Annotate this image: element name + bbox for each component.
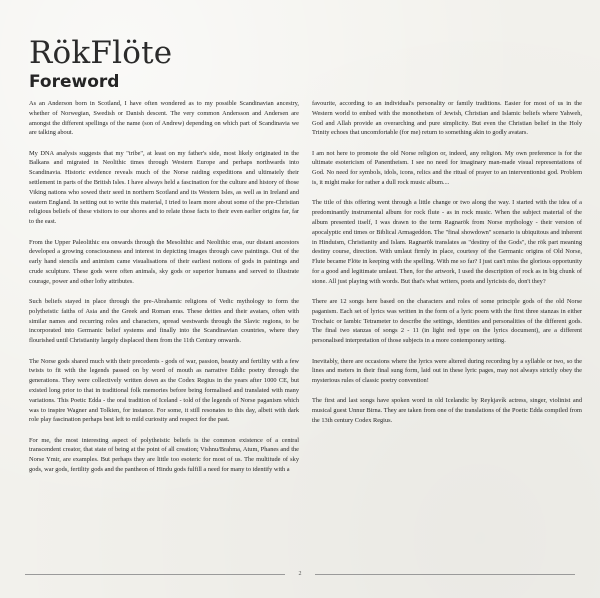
paragraph: From the Upper Paleolithic era onwards through the Mesolithic and Neolithic eras, our distant ancestors developed a growing consciousness and interest in depicting images through cave paintings. Out of the early hand stencils and animism came visualisations of their earliest notions of gods in paintings and crude sculpture. These gods were often animals, sky gods or superior humans and served to illustrate courage, power and other lofty attributes. — [29, 238, 299, 285]
paragraph: As an Anderson born in Scotland, I have often wondered as to my possible Scandinavian ancestry, whether of Norwegian, Swedish or Danish descent. The very common Andersson and Andersen are amongst the different spellings of the name (son of Andrew) depending on which part of Scandinavia we are talking about. — [29, 100, 299, 137]
left-column — [29, 99, 299, 485]
page-number: 2 — [298, 571, 302, 577]
paragraph: Such beliefs stayed in place through the pre-Abrahamic religions of Vedic mythology to form the polytheistic faiths of Asia and the Greek and Roman eras. These deities and their avatars, often with similar names and recurring roles and characters, spread westwards through the Slavic regions, to be incorporated into Germanic belief systems and finally into the Scandinavian countries, where they flourished until Christianity largely displaced them from the 11th Century onwards. — [29, 298, 299, 345]
paragraph: The title of this offering went through a little change or two along the way. I started with the idea of a predominantly instrumental album for rock flute - as in rock music. When the subject material of the album presented itself, I was drawn to the term Ragnarök from Norse mythology - their version of apocalyptic end times or Biblical Armageddon. The "final showdown" scenario is ubiquitous and inherent in Hinduism, Christianity and Islam. Ragnarök translates as "destiny of the Gods", the rök part meaning destiny course, direction. With umlaut firmly in place, courtesy of the Germanic origins of Old Norse, Flute became Flöte in keeping with the spelling. With me so far? I just can't miss the glorious opportunity for a good and legitimate umlaut. Then, for the artwork, I used the description of rock as in big chunk of stone. All just playing with words. But that's what writers, poets and lyricists do, don't they? — [312, 199, 582, 285]
section-heading: Foreword — [29, 72, 120, 92]
paragraph: I am not here to promote the old Norse religion or, indeed, any religion. My own preference is for the ultimate esotericism of Panentheism. I see no need for imaginary man-made visual representations of God. No need for symbols, idols, icons, relics and the ritual of prayer to an interventionist god. Problem is, it might make for rather a dull rock music album.... — [312, 149, 582, 187]
paragraph: favourite, according to an individual's personality or family traditions. Easier for most of us in the Western world to embed with the monotheism of Jewish, Christian and Islamic beliefs where Yahweh, God and Allah provide an overarching and pure simplicity. But even the Christian belief in the Holy Trinity echoes that uncomfortable (for me) return to something akin to godly avatars. — [312, 100, 582, 137]
paragraph: For me, the most interesting aspect of polytheistic beliefs is the common existence of a central transcendent creator, that state of being at the point of all creation; Vishnu/Brahma, Atum, Phanes and the Norse Ymir, are examples. But perhaps they are little too esoteric for most of us. The multitude of sky gods, war gods, fertility gods and the pantheon of Hindu gods fulfill a need for many to identify with a — [29, 436, 299, 473]
right-column — [312, 99, 582, 436]
paragraph: My DNA analysis suggests that my "tribe", at least on my father's side, most likely originated in the Balkans and migrated in Neolithic times through Western Europe and perhaps northwards into Scandinavia. Historic evidence reveals much of the Norse raiding expeditions and ultimately their settlement in parts of the British Isles. I have always held a fascination for the culture and history of those Viking nations who sowed their seed in northern Scotland and its Western Isles, as well as in Ireland and eastern England. In setting out to write this material, I tried to learn more about some of the pre-Christian religious beliefs of these visitors to our shores and to relate those facts to their even earlier origins far, far to the east. — [29, 149, 299, 226]
footer-rule-left — [25, 574, 285, 575]
page-footer — [0, 571, 600, 577]
page-title: RökFlöte — [29, 35, 173, 71]
paragraph: The Norse gods shared much with their precedents - gods of war, passion, beauty and fertility with a few twists to fit with the legends passed on by word of mouth as narrative Eddic poetry through the generations. They were collectively written down as the Codex Regius in the years after 1000 CE, but existed long prior to that in traditional folk memories before being formalised and translated with many variations. This Poetic Edda - the oral tradition of Iceland - told of the legends of Norse paganism which was to inspire Wagner and Tolkien, for instance. For some, it still resonates to this day, albeit with dark role play fascination perhaps best left to mild curiosity and respect for the past. — [29, 357, 299, 424]
paragraph: The first and last songs have spoken word in old Icelandic by Reykjavík actress, singer, violinist and musical guest Unnur Birna. They are taken from one of the translations of the Poetic Edda compiled from the 13th century Codex Regius. — [312, 397, 582, 425]
footer-rule-right — [315, 574, 575, 575]
paragraph: Inevitably, there are occasions where the lyrics were altered during recording by a syllable or two, so the lines and meters in their final sung form, laid out in these lyric pages, may not always strictly obey the mysterious rules of classic poetry convention! — [312, 357, 582, 385]
paragraph: There are 12 songs here based on the characters and roles of some principle gods of the old Norse paganism. Each set of lyrics was written in the form of a lyric poem with the first three stanzas in either Trochaic or Iambic Tetrameter to describe the settings, identities and personalities of the different gods. The final two stanzas of songs 2 - 11 (in light red type on the lyrics document), are a different personalised interpretation of those subjects in a more contemporary setting. — [312, 298, 582, 345]
